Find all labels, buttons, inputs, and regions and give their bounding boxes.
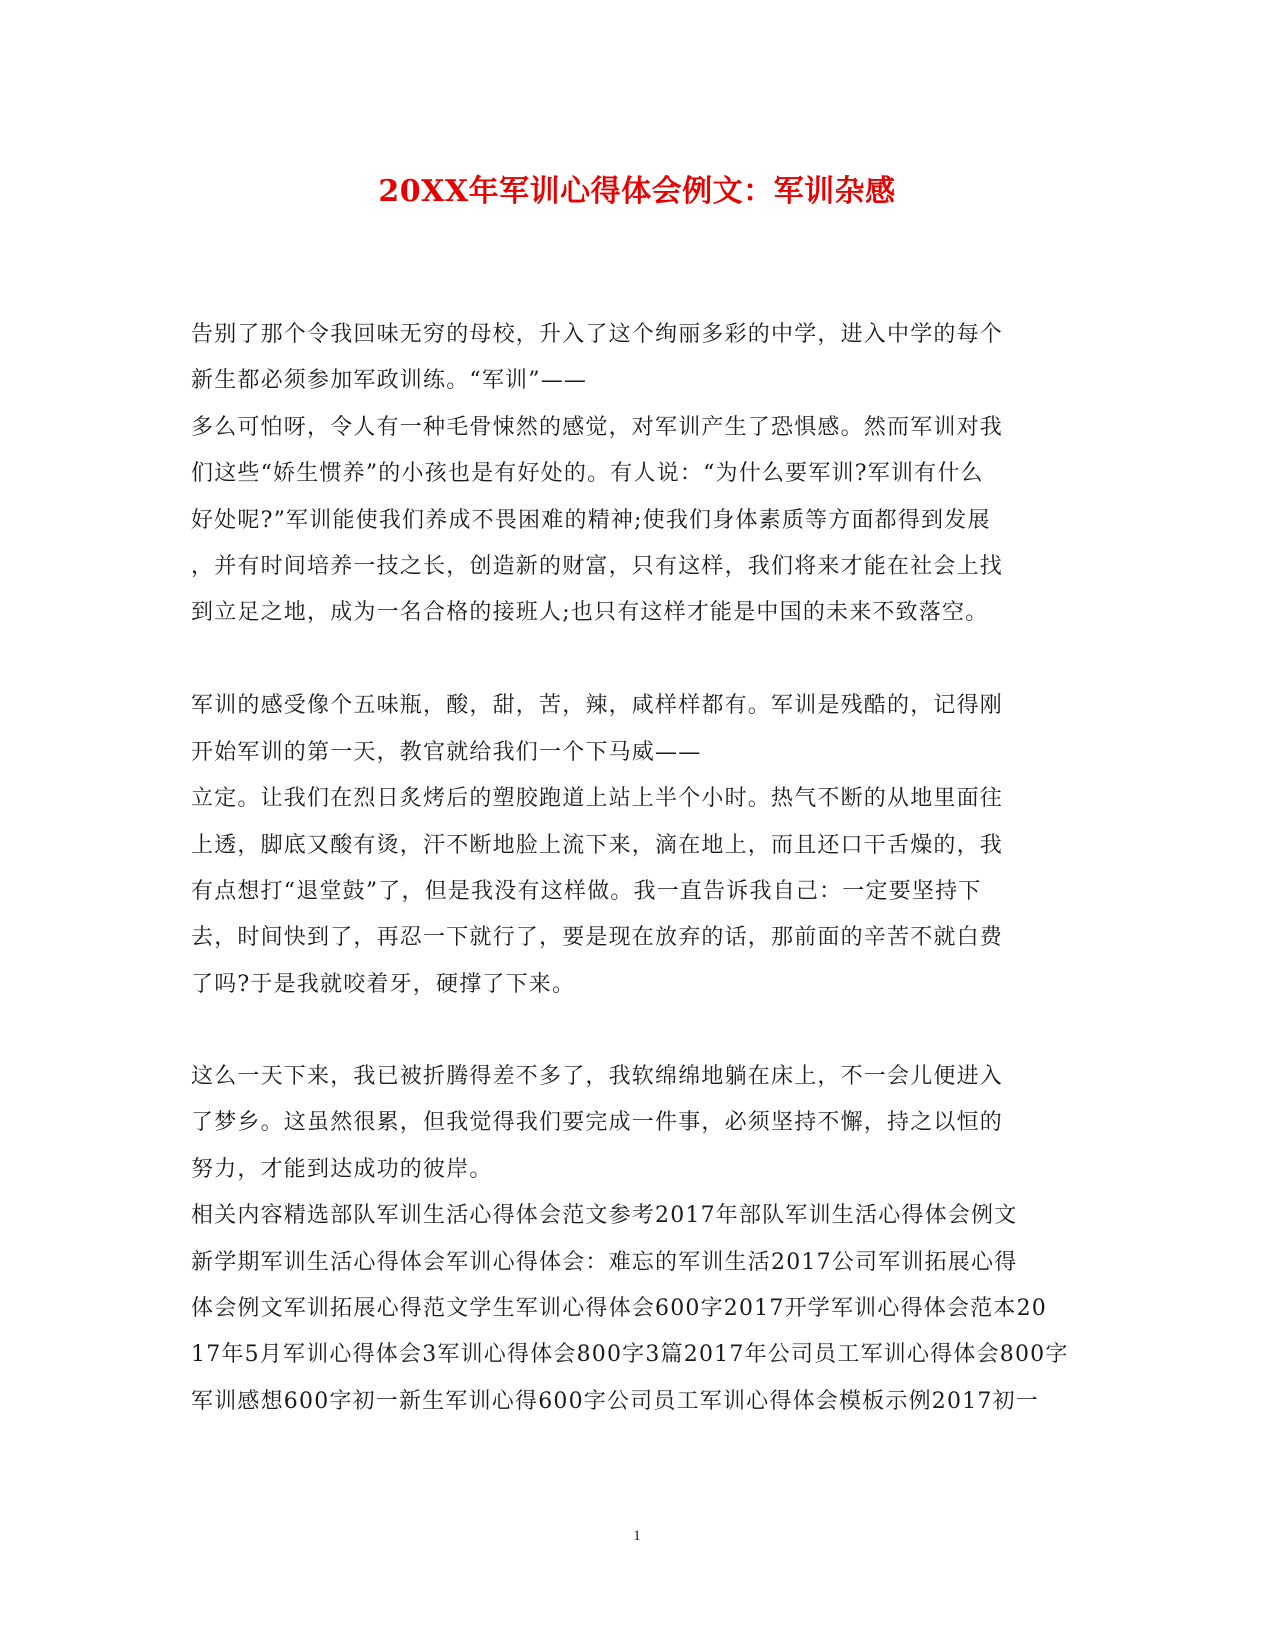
related-content-line-5: 军训感想600字初一新生军训心得600字公司员工军训心得体会模板示例2017初一 <box>191 1389 1039 1414</box>
related-content-line-1: 相关内容精选部队军训生活心得体会范文参考2017年部队军训生活心得体会例文 <box>191 1203 1018 1228</box>
paragraph-1-line-7: 到立足之地，成为一名合格的接班人;也只有这样才能是中国的未来不致落空。 <box>191 600 989 625</box>
related-content-line-4: 17年5月军训心得体会3军训心得体会800字3篇2017年公司员工军训心得体会800字 <box>191 1342 1069 1367</box>
related-content-line-2: 新学期军训生活心得体会军训心得体会：难忘的军训生活2017公司军训拓展心得 <box>191 1250 1018 1275</box>
paragraph-2-line-3: 立定。让我们在烈日炙烤后的塑胶跑道上站上半个小时。热气不断的从地里面往 <box>191 786 1004 811</box>
paragraph-1-line-3: 多么可怕呀，令人有一种毛骨悚然的感觉，对军训产生了恐惧感。然而军训对我 <box>191 415 1004 440</box>
paragraph-1-line-2: 新生都必须参加军政训练。“军训”—— <box>191 368 588 393</box>
paragraph-2-line-6: 去，时间快到了，再忍一下就行了，要是现在放弃的话，那前面的辛苦不就白费 <box>191 925 1004 950</box>
paragraph-3-line-3: 努力，才能到达成功的彼岸。 <box>191 1157 493 1182</box>
paragraph-2-line-2: 开始军训的第一天，教官就给我们一个下马威—— <box>191 740 702 765</box>
paragraph-2-line-7: 了吗?于是我就咬着牙，硬撑了下来。 <box>191 972 576 997</box>
paragraph-3-line-2: 了梦乡。这虽然很累，但我觉得我们要完成一件事，必须坚持不懈，持之以恒的 <box>191 1110 1004 1135</box>
paragraph-3-line-1: 这么一天下来，我已被折腾得差不多了，我软绵绵地躺在床上，不一会儿便进入 <box>191 1064 1004 1089</box>
paragraph-2-line-1: 军训的感受像个五味瓶，酸，甜，苦，辣，咸样样都有。军训是残酷的，记得刚 <box>191 693 1004 718</box>
paragraph-1-line-4: 们这些“娇生惯养”的小孩也是有好处的。有人说：“为什么要军训?军训有什么 <box>191 461 984 486</box>
page-number: 1 <box>633 1528 641 1544</box>
paragraph-1-line-5: 好处呢?”军训能使我们养成不畏困难的精神;使我们身体素质等方面都得到发展 <box>191 508 991 533</box>
paragraph-1-line-6: ，并有时间培养一技之长，创造新的财富，只有这样，我们将来才能在社会上找 <box>191 554 1004 579</box>
paragraph-2-line-4: 上透，脚底又酸有烫，汗不断地脸上流下来，滴在地上，而且还口干舌燥的，我 <box>191 833 1004 858</box>
related-content-line-3: 体会例文军训拓展心得范文学生军训心得体会600字2017开学军训心得体会范本20 <box>191 1296 1047 1321</box>
paragraph-1-line-1: 告别了那个令我回味无穷的母校，升入了这个绚丽多彩的中学，进入中学的每个 <box>191 322 1004 347</box>
paragraph-2-line-5: 有点想打“退堂鼓”了，但是我没有这样做。我一直告诉我自己：一定要坚持下 <box>191 879 982 904</box>
document-title: 20XX年军训心得体会例文：军训杂感 <box>378 174 896 209</box>
